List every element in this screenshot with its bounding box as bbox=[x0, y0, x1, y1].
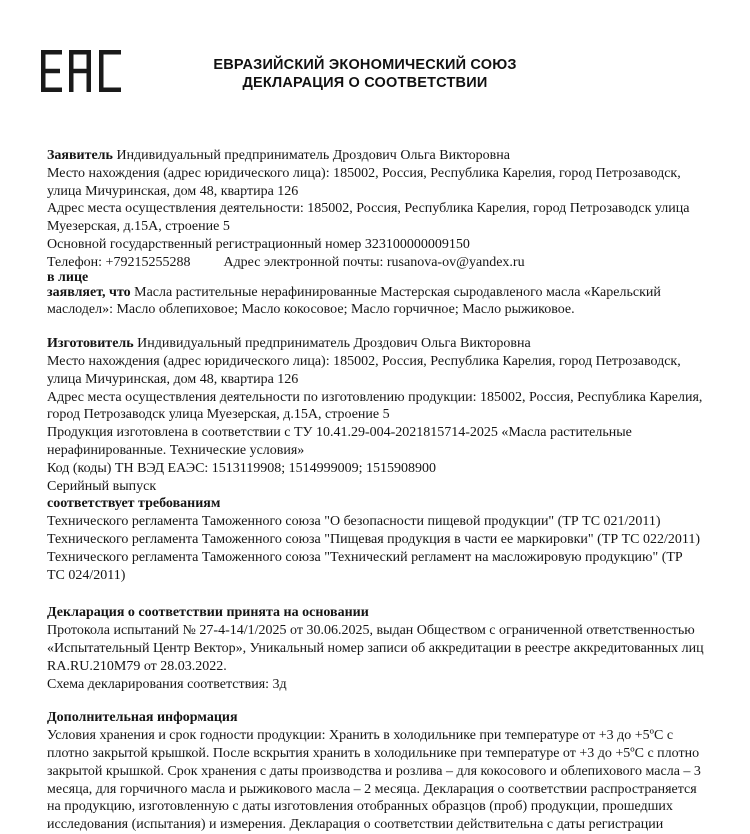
additional-line-1: Условия хранения и срок годности продукции: Хранить в холодильнике при температуре от +3 до +5ºС с bbox=[47, 728, 674, 744]
declares-line-1 bbox=[47, 284, 707, 302]
applicant-line bbox=[47, 147, 707, 165]
conforms-label: соответствует требованиям bbox=[47, 496, 221, 512]
manufacturer-name: Индивидуальный предприниматель Дроздович Ольга Викторовна bbox=[137, 336, 531, 352]
manufacturer-address-2: улица Мичуринская, дом 48, квартира 126 bbox=[47, 371, 299, 387]
manufacturer-address-1: Место нахождения (адрес юридического лица): 185002, Россия, Республика Карелия, город Петрозаводск, bbox=[47, 353, 681, 369]
declares-text-1: Масла растительные нерафинированные Мастерская сыродавленого масла «Карельский bbox=[134, 284, 661, 300]
manufacturer-produced-2: нерафинированные. Технические условия» bbox=[47, 442, 305, 458]
additional-label: Дополнительная информация bbox=[47, 710, 238, 726]
applicant-activity-2: Муезерская, д.15А, строение 5 bbox=[47, 219, 230, 235]
additional-line-2: плотно закрытой крышкой. После вскрытия хранить в холодильнике при температуре от +3 до +5ºС с плотно bbox=[47, 745, 700, 761]
applicant-address-2: улица Мичуринская, дом 48, квартира 126 bbox=[47, 183, 299, 199]
basis-line-2: «Испытательный Центр Вектор», Уникальный номер записи об аккредитации в реестре аккредитованных лиц bbox=[47, 640, 704, 656]
manufacturer-codes: Код (коды) ТН ВЭД ЕАЭС: 1513119908; 1514999009; 1515908900 bbox=[47, 460, 437, 476]
declaration-title: ДЕКЛАРАЦИЯ О СООТВЕТСТВИИ bbox=[242, 75, 488, 91]
manufacturer-produced-1: Продукция изготовлена в соответствии с ТУ 10.41.29-004-2021815714-2025 «Масла растительные bbox=[47, 425, 632, 441]
basis-scheme: Схема декларирования соответствия: 3д bbox=[47, 676, 287, 692]
applicant-phone: Телефон: +79215255288 bbox=[47, 254, 191, 270]
declares-label: заявляет, что bbox=[47, 284, 131, 300]
additional-line-6: исследования (испытания) и измерения. Декларация о соответствии действительна с даты регистрации bbox=[47, 817, 664, 833]
applicant-ogrn: Основной государственный регистрационный номер 323100000009150 bbox=[47, 236, 470, 252]
applicant-address-1: Место нахождения (адрес юридического лица): 185002, Россия, Республика Карелия, город Петрозаводск, bbox=[47, 165, 681, 181]
eac-logo bbox=[41, 50, 121, 92]
applicant-contacts bbox=[47, 254, 707, 272]
requirement-2: Технического регламента Таможенного союза "Пищевая продукция в части ее маркировки" (ТР ТС 022/2011) bbox=[47, 531, 701, 547]
additional-line-5: на продукцию, изготовленную с даты изготовления отобранных образцов (проб) продукции, прошедших bbox=[47, 799, 673, 815]
union-title: ЕВРАЗИЙСКИЙ ЭКОНОМИЧЕСКИЙ СОЮЗ bbox=[213, 57, 517, 73]
manufacturer-activity-2: город Петрозаводск улица Муезерская, д.15А, строение 5 bbox=[47, 407, 390, 423]
basis-line-3: RA.RU.210M79 от 28.03.2022. bbox=[47, 658, 227, 674]
applicant-activity-1: Адрес места осуществления деятельности: 185002, Россия, Республика Карелия, город Петрозаводск улица bbox=[47, 201, 690, 217]
in-person-label: в лице bbox=[47, 269, 89, 285]
manufacturer-serial: Серийный выпуск bbox=[47, 478, 157, 494]
manufacturer-line bbox=[47, 335, 707, 353]
basis-label: Декларация о соответствии принята на основании bbox=[47, 605, 369, 621]
applicant-label: Заявитель bbox=[47, 148, 113, 163]
manufacturer-activity-1: Адрес места осуществления деятельности по изготовлению продукции: 185002, Россия, Республика Карелия, bbox=[47, 389, 703, 405]
additional-line-3: закрытой крышкой. Срок хранения с даты производства и розлива – для кокосового и облепихового масла – 3 bbox=[47, 763, 701, 779]
manufacturer-label: Изготовитель bbox=[47, 336, 134, 352]
additional-line-4: месяца, для горчичного масла и рыжикового масла – 2 месяца. Декларация о соответствии распространяется bbox=[47, 781, 697, 797]
basis-line-1: Протокола испытаний № 27-4-14/1/2025 от 30.06.2025, выдан Обществом с ограниченной ответственностью bbox=[47, 623, 695, 639]
declares-line-2: маслодел»: Масло облепиховое; Масло кокосовое; Масло горчичное; Масло рыжиковое. bbox=[47, 302, 575, 318]
requirement-1: Технического регламента Таможенного союза "О безопасности пищевой продукции" (ТР ТС 021/2011) bbox=[47, 514, 661, 530]
applicant-email: Адрес электронной почты: rusanova-ov@yandex.ru bbox=[223, 254, 525, 270]
requirement-3-2: ТС 024/2011) bbox=[47, 567, 126, 583]
requirement-3-1: Технического регламента Таможенного союза "Технический регламент на масложировую продукцию" (ТР bbox=[47, 549, 683, 565]
applicant-name: Индивидуальный предприниматель Дроздович Ольга Викторовна bbox=[116, 148, 510, 163]
declaration-body bbox=[47, 147, 707, 834]
